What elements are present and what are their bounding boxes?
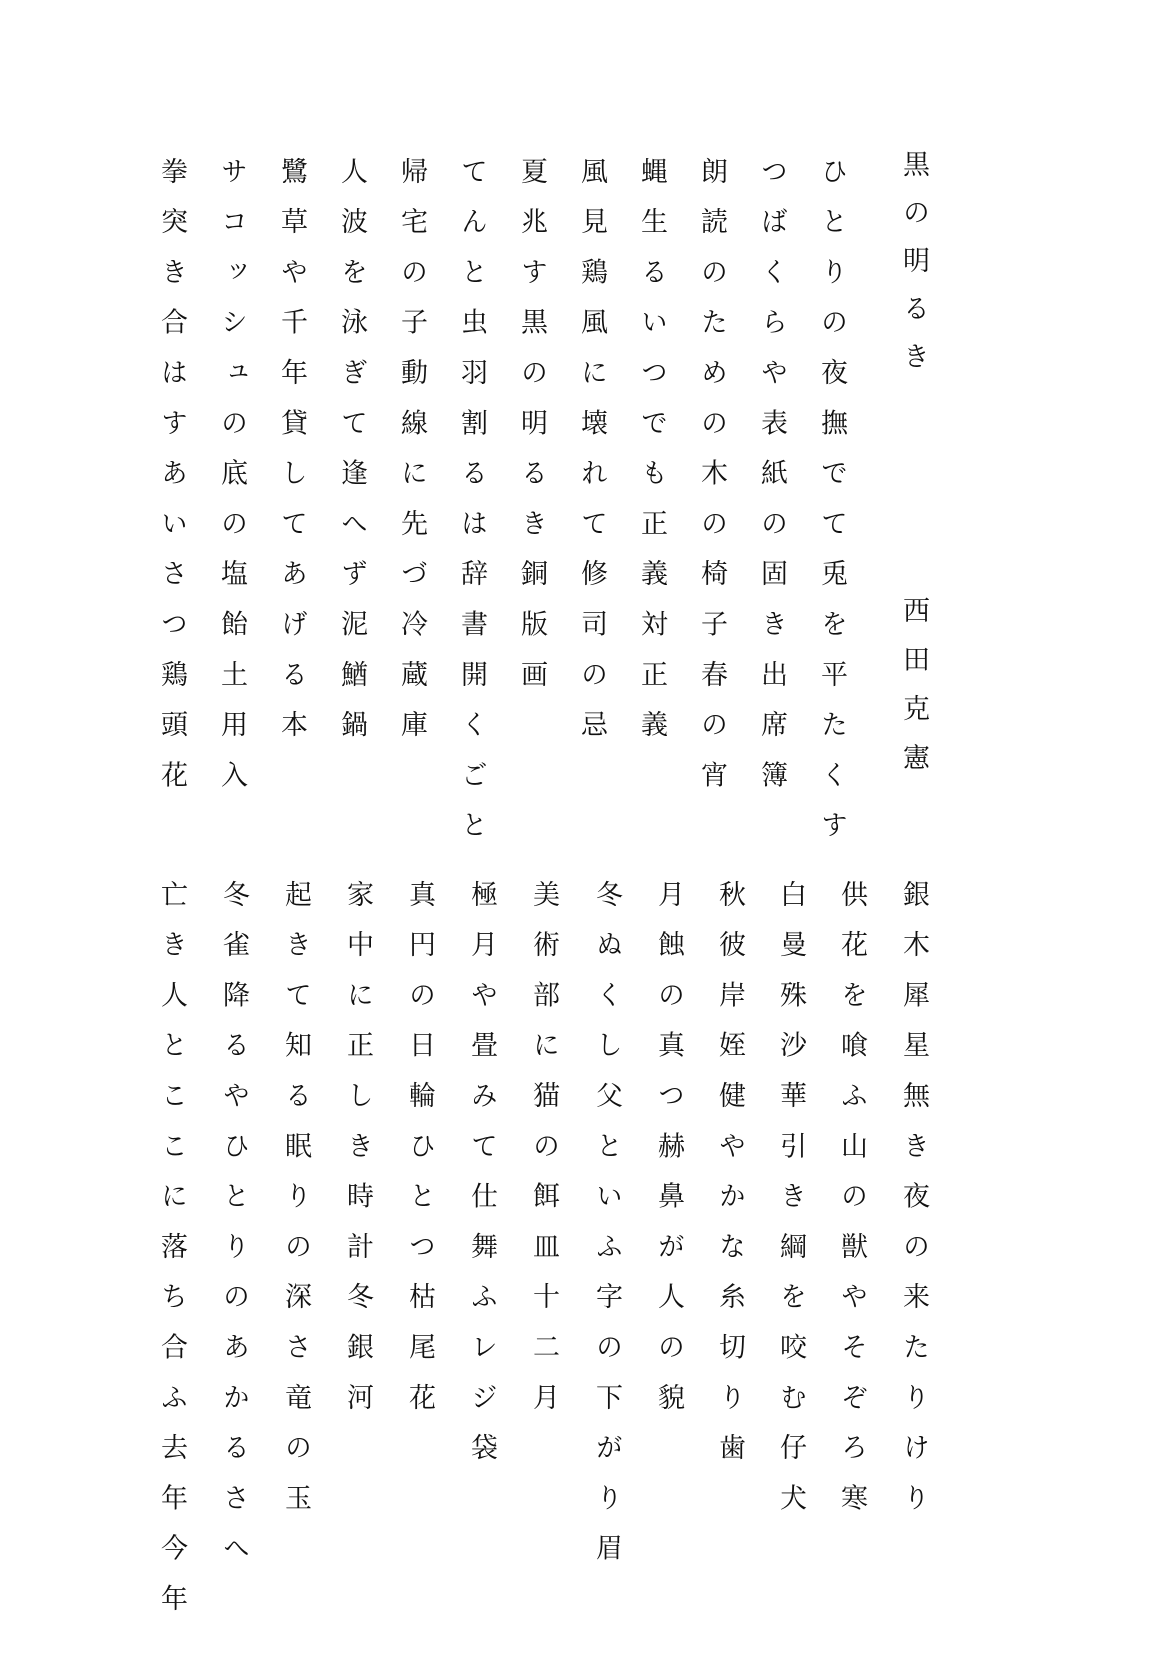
haiku-line: 蝿生るいつでも正義対正義	[636, 157, 667, 761]
haiku-line: 銀木犀星無き夜の来たりけり	[898, 880, 929, 1534]
haiku-line: 帰宅の子動線に先づ冷蔵庫	[396, 157, 427, 761]
haiku-line: サコッシュの底の塩飴土用入	[216, 157, 247, 811]
haiku-line: 秋彼岸姪健やかな糸切り歯	[714, 880, 745, 1484]
haiku-line: 月蝕の真つ赫鼻が人の貌	[653, 880, 684, 1434]
haiku-line: 冬雀降るやひとりのあかるさへ	[218, 880, 249, 1585]
haiku-line: つばくらや表紙の固き出席簿	[756, 157, 787, 811]
haiku-line: 家中に正しき時計冬銀河	[342, 880, 373, 1434]
haiku-line: 白曼殊沙華引き綱を咬む仔犬	[775, 880, 806, 1534]
haiku-line: 極月や畳みて仕舞ふレジ袋	[466, 880, 497, 1484]
haiku-line: 拳突き合はすあいさつ鶏頭花	[156, 157, 187, 811]
haiku-line: 起きて知る眠りの深さ竜の玉	[280, 880, 311, 1534]
haiku-line: 冬ぬくし父といふ字の下がり眉	[591, 880, 622, 1585]
haiku-line: ひとりの夜撫でて兎を平たくす	[816, 157, 847, 862]
haiku-line: てんと虫羽割るは辞書開くごと	[456, 157, 487, 862]
haiku-line: 風見鶏風に壊れて修司の忌	[576, 157, 607, 761]
page-title: 黒の明るき	[898, 150, 929, 390]
haiku-line: 夏兆す黒の明るき銅版画	[516, 157, 547, 711]
haiku-line: 鷺草や千年貸してあげる本	[276, 157, 307, 761]
haiku-line: 真円の日輪ひとつ枯尾花	[404, 880, 435, 1434]
haiku-line: 美術部に猫の餌皿十二月	[528, 880, 559, 1434]
haiku-line: 朗読のための木の椅子春の宵	[696, 157, 727, 811]
haiku-line: 供花を喰ふ山の獣やそぞろ寒	[836, 880, 867, 1534]
haiku-line: 人波を泳ぎて逢へず泥鰌鍋	[336, 157, 367, 761]
haiku-line: 亡き人とここに落ち合ふ去年今年	[156, 880, 187, 1635]
author-name: 西田克憲	[898, 596, 929, 792]
